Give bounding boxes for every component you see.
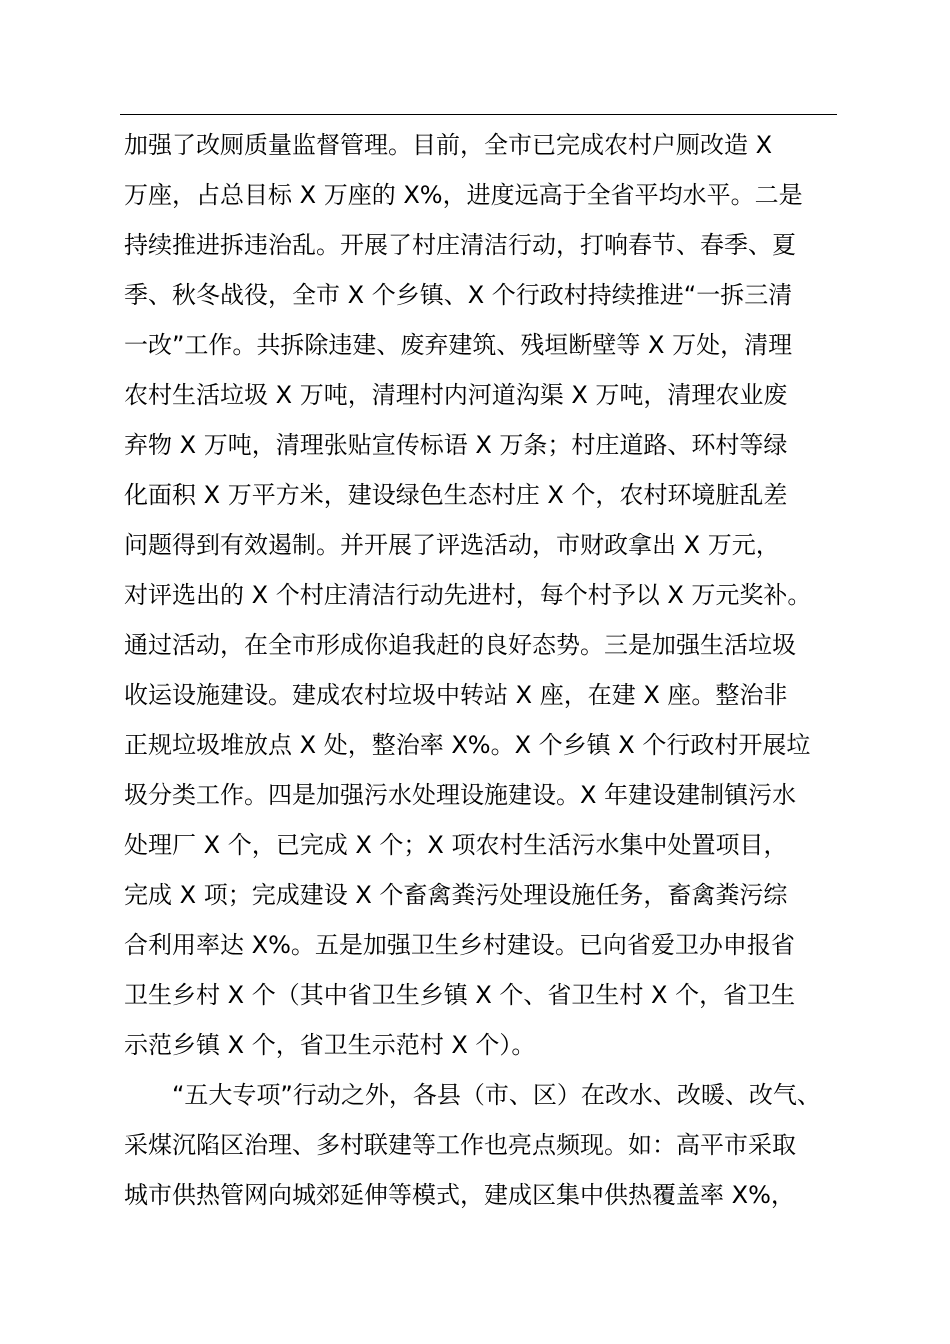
text-line: 示范乡镇 X 个，省卫生示范村 X 个）。	[124, 1031, 536, 1059]
text-line: 卫生乡村 X 个（其中省卫生乡镇 X 个、省卫生村 X 个，省卫生	[124, 981, 796, 1009]
text-line: 采煤沉陷区治理、多村联建等工作也亮点频现。如：高平市采取	[124, 1131, 796, 1159]
text-line: 对评选出的 X 个村庄清洁行动先进村，每个村予以 X 万元奖补。	[124, 581, 812, 609]
text-line: 正规垃圾堆放点 X 处，整治率 X%。X 个乡镇 X 个行政村开展垃	[124, 731, 811, 759]
text-line: 季、秋冬战役，全市 X 个乡镇、X 个行政村持续推进“一拆三清	[124, 281, 793, 309]
header-rule	[120, 114, 837, 115]
text-line: 完成 X 项；完成建设 X 个畜禽粪污处理设施任务，畜禽粪污综	[124, 881, 788, 909]
text-line: 持续推进拆违治乱。开展了村庄清洁行动，打响春节、春季、夏	[124, 231, 796, 259]
text-line: 城市供热管网向城郊延伸等模式，建成区集中供热覆盖率 X%，	[124, 1181, 795, 1209]
text-line: 圾分类工作。四是加强污水处理设施建设。X 年建设建制镇污水	[124, 781, 797, 809]
text-line: 通过活动，在全市形成你追我赶的良好态势。三是加强生活垃圾	[124, 631, 796, 659]
text-line: 化面积 X 万平方米，建设绿色生态村庄 X 个，农村环境脏乱差	[124, 481, 788, 509]
text-line: 加强了改厕质量监督管理。目前，全市已完成农村户厕改造 X	[124, 131, 773, 159]
body-text	[124, 120, 844, 1220]
text-line: 收运设施建设。建成农村垃圾中转站 X 座，在建 X 座。整治非	[124, 681, 788, 709]
paragraph-first-line: “五大专项”行动之外，各县（市、区）在改水、改暖、改气、	[172, 1081, 821, 1109]
text-line: 弃物 X 万吨，清理张贴宣传标语 X 万条；村庄道路、环村等绿	[124, 431, 788, 459]
text-line: 问题得到有效遏制。并开展了评选活动，市财政拿出 X 万元，	[124, 531, 780, 559]
text-line: 农村生活垃圾 X 万吨，清理村内河道沟渠 X 万吨，清理农业废	[124, 381, 788, 409]
text-line: 一改”工作。共拆除违建、废弃建筑、残垣断壁等 X 万处，清理	[124, 331, 793, 359]
text-line: 处理厂 X 个，已完成 X 个；X 项农村生活污水集中处置项目，	[124, 831, 788, 859]
text-line: 万座，占总目标 X 万座的 X%，进度远高于全省平均水平。二是	[124, 181, 803, 209]
text-line: 合利用率达 X%。五是加强卫生乡村建设。已向省爱卫办申报省	[124, 931, 795, 959]
